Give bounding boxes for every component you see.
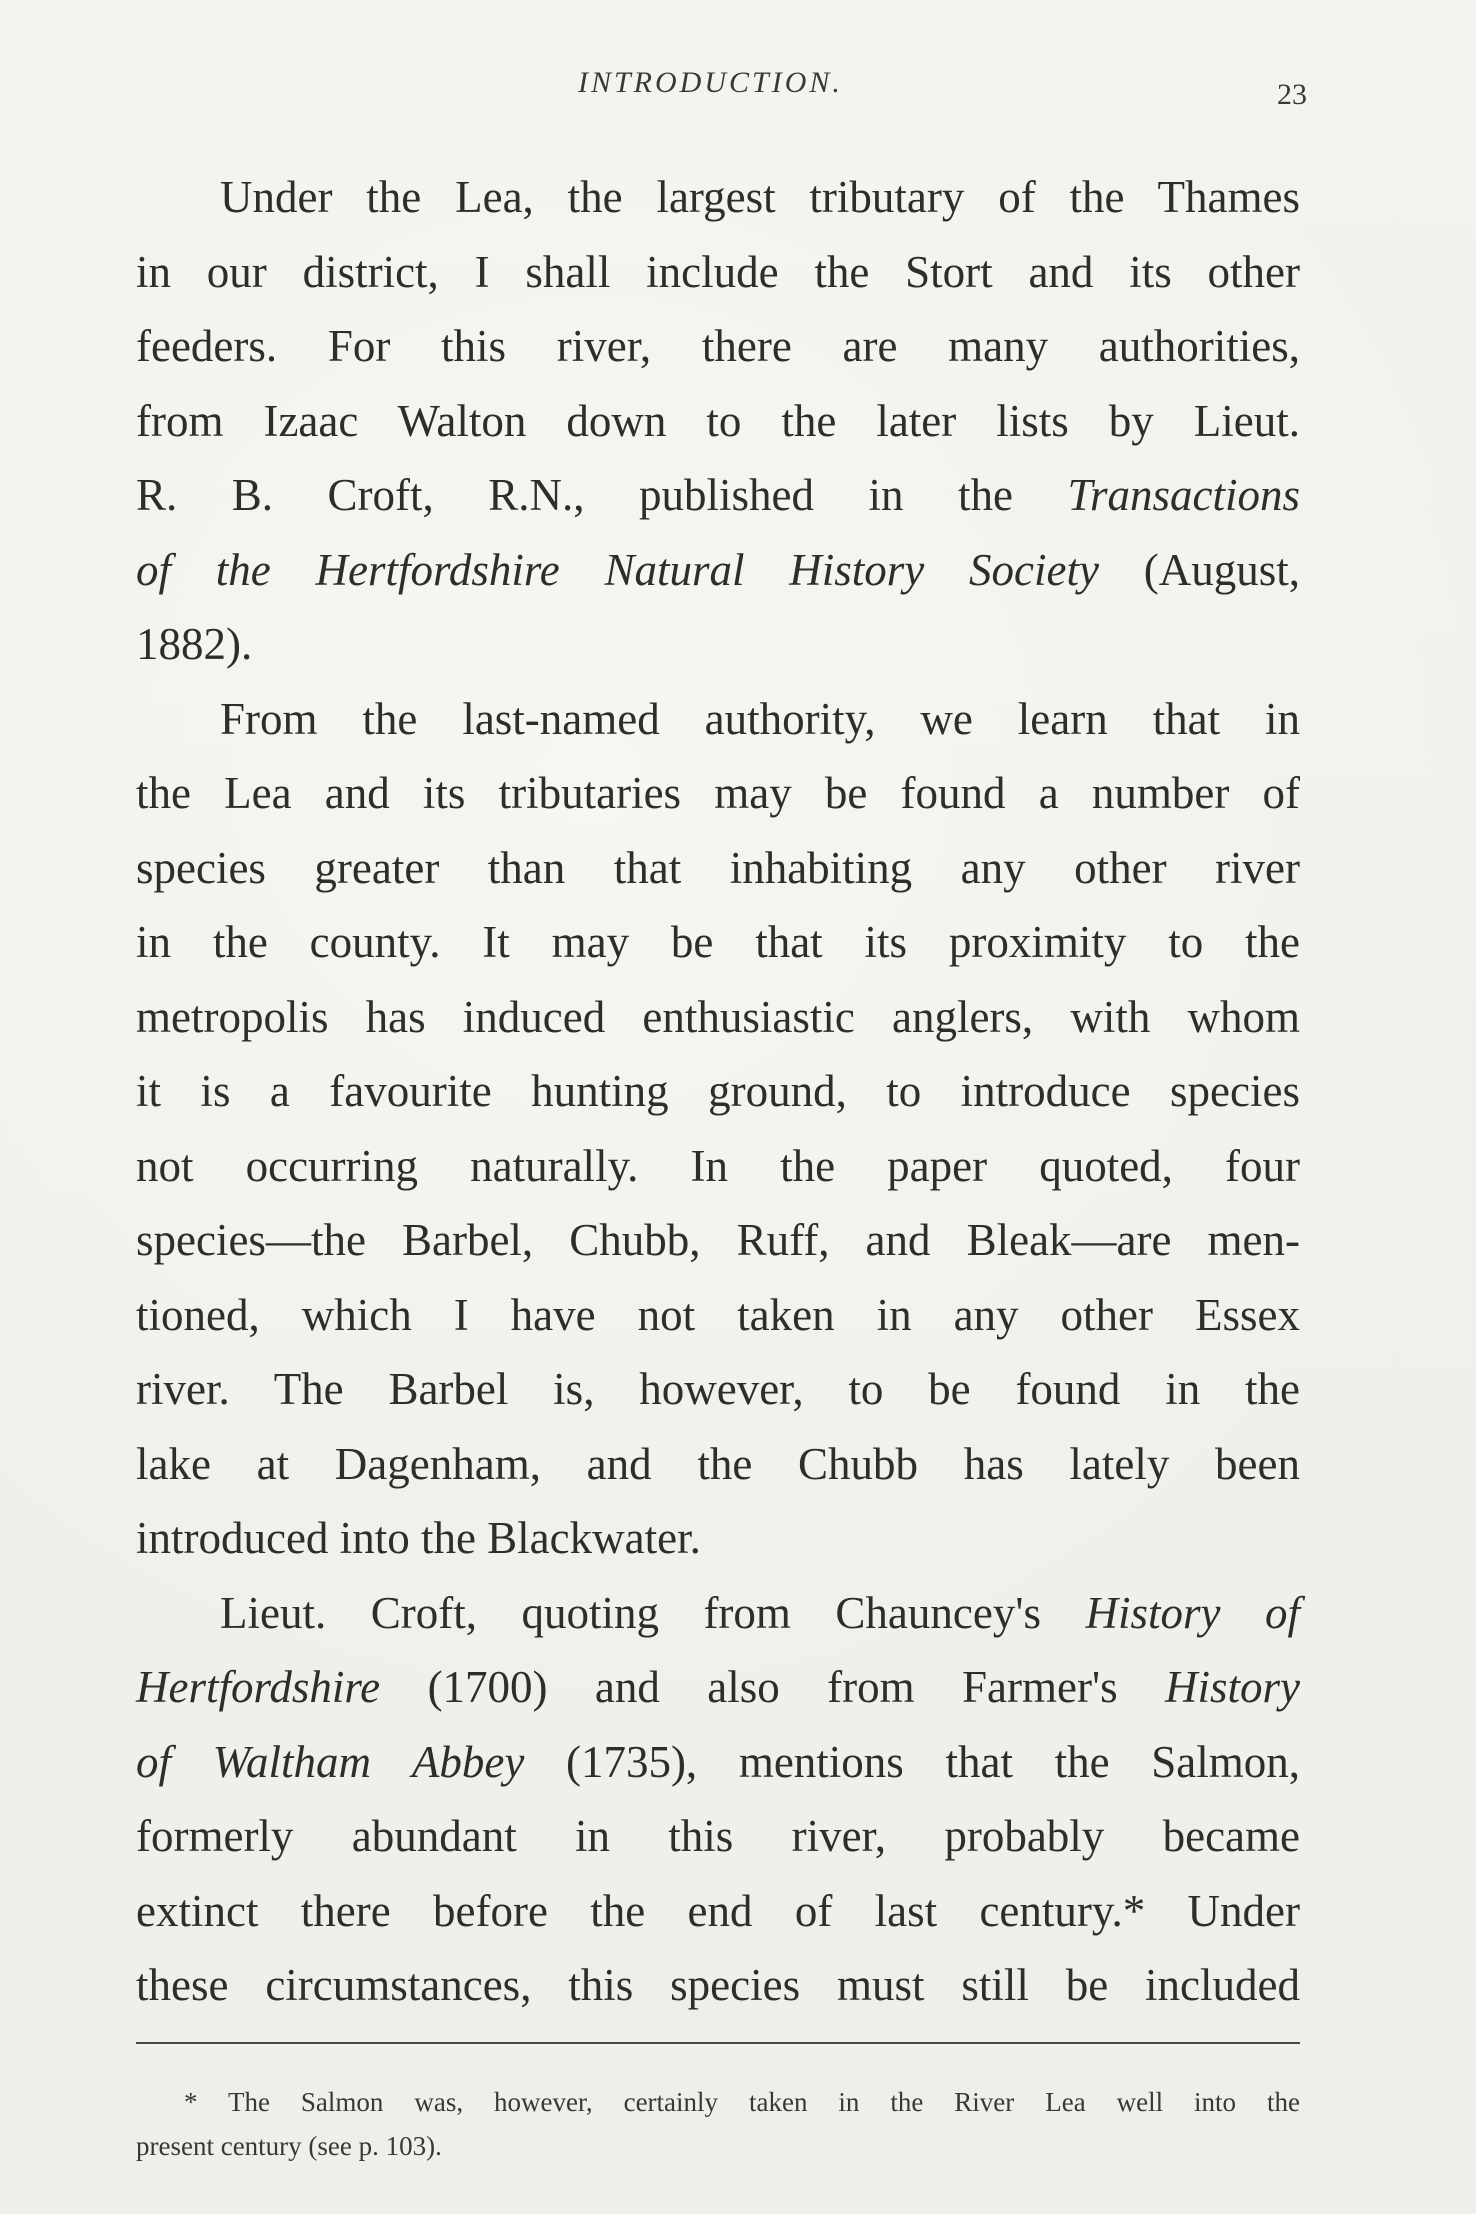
text-line xyxy=(136,160,1300,235)
text-segment: from Izaac Walton down to the later lists by Lieut. xyxy=(136,395,1300,446)
text-segment: metropolis has induced enthusiastic anglers, with whom xyxy=(136,991,1300,1042)
text-segment: Under the Lea, the largest tributary of the Thames xyxy=(220,172,1300,222)
text-segment: formerly abundant in this river, probably became xyxy=(136,1811,1300,1861)
page-number: 23 xyxy=(1277,78,1307,111)
text-segment: river. The Barbel is, however, to be found in the xyxy=(136,1364,1300,1414)
text-line xyxy=(136,1576,1300,1651)
text-segment: 1882). xyxy=(136,619,253,669)
text-line xyxy=(136,1129,1300,1204)
italic-text: of the Hertfordshire Natural History Society xyxy=(136,544,1099,595)
text-line xyxy=(136,831,1300,906)
text-segment: feeders. For this river, there are many authorities, xyxy=(136,321,1300,371)
italic-text: Transactions xyxy=(1067,470,1300,520)
text-line xyxy=(136,235,1300,310)
text-segment: R. B. Croft, R.N., published in the xyxy=(136,470,1068,520)
text-line xyxy=(136,682,1300,757)
text-segment: these circumstances, this species must still be included xyxy=(136,1960,1300,2010)
footnote xyxy=(136,2080,1300,2168)
text-line xyxy=(136,1501,1300,1576)
text-line xyxy=(136,905,1300,980)
text-line xyxy=(136,1278,1300,1353)
text-segment: Lieut. Croft, quoting from Chauncey's xyxy=(220,1587,1086,1638)
text-segment: (1700) and also from Farmer's xyxy=(380,1662,1165,1712)
text-segment: in the county. It may be that its proximity to the xyxy=(136,917,1300,967)
text-line xyxy=(136,607,1300,682)
text-segment: (August, xyxy=(1098,544,1300,595)
text-line xyxy=(136,1203,1300,1278)
italic-text: History of xyxy=(1085,1587,1300,1638)
text-segment: in our district, I shall include the Stort and its other xyxy=(136,246,1300,297)
text-segment: the Lea and its tributaries may be found a number of xyxy=(136,768,1300,818)
text-segment: it is a favourite hunting ground, to introduce species xyxy=(136,1066,1300,1116)
text-line xyxy=(136,1427,1300,1502)
text-line xyxy=(136,309,1300,384)
text-segment: species—the Barbel, Chubb, Ruff, and Bleak—are men- xyxy=(136,1215,1300,1265)
text-line xyxy=(136,756,1300,831)
text-segment: lake at Dagenham, and the Chubb has lately been xyxy=(136,1438,1300,1489)
body-text xyxy=(136,160,1300,2023)
text-line xyxy=(136,1799,1300,1874)
text-segment: extinct there before the end of last century.* Under xyxy=(136,1885,1300,1936)
text-segment: From the last-named authority, we learn that in xyxy=(220,693,1300,744)
text-line xyxy=(136,1650,1300,1725)
text-segment: tioned, which I have not taken in any other Essex xyxy=(136,1289,1300,1340)
footnote-divider xyxy=(136,2042,1300,2044)
text-line xyxy=(136,1054,1300,1129)
text-line xyxy=(136,1725,1300,1800)
text-line xyxy=(136,458,1300,533)
italic-text: Hertfordshire xyxy=(136,1662,381,1712)
text-line xyxy=(136,533,1300,608)
footnote-line: * The Salmon was, however, certainly taken in the River Lea well into the xyxy=(184,2087,1300,2117)
text-segment: (1735), mentions that the Salmon, xyxy=(524,1736,1300,1787)
italic-text: History xyxy=(1165,1662,1300,1712)
italic-text: of Waltham Abbey xyxy=(136,1736,525,1787)
text-segment: introduced into the Blackwater. xyxy=(136,1513,701,1563)
text-segment: species greater than that inhabiting any other river xyxy=(136,842,1300,893)
text-line xyxy=(136,1352,1300,1427)
text-line xyxy=(136,980,1300,1055)
text-segment: not occurring naturally. In the paper quoted, four xyxy=(136,1140,1300,1191)
text-line xyxy=(136,1874,1300,1949)
running-title: INTRODUCTION. xyxy=(578,66,843,99)
text-line xyxy=(136,384,1300,459)
footnote-line: present century (see p. 103). xyxy=(136,2131,442,2161)
text-line xyxy=(136,1948,1300,2023)
